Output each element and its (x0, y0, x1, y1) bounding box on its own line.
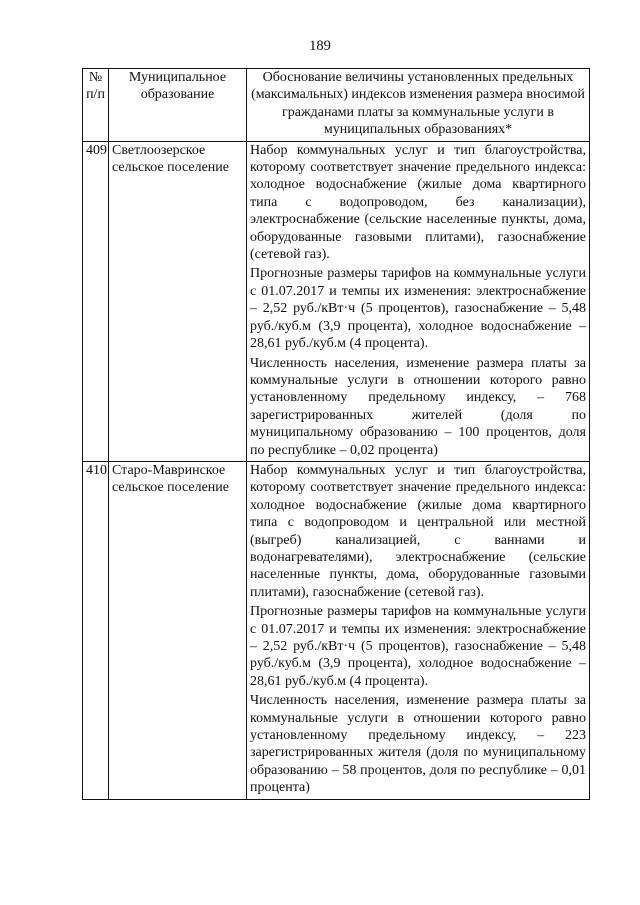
header-num: № п/п (83, 69, 109, 142)
justification-paragraph: Прогнозные размеры тарифов на коммунальные услуги с 01.07.2017 и темпы их изменения: электроснабжение – 2,52 руб./кВт·ч (5 процентов), газоснабжение – 5,48 руб./куб.м (3,9 процента), холодное водоснабжение – 28,61 руб./куб.м (4 процента). (250, 266, 586, 352)
header-municipality: Муниципальное образование (109, 69, 247, 142)
table-row (83, 141, 590, 461)
justification-paragraph: Набор коммунальных услуг и тип благоустройства, которому соответствует значение предельного индекса: холодное водоснабжение (жилые дома квартирного типа с водопроводом и центральной или местной (выгреб) канализацией, с ваннами и водонагревателями), электроснабжение (сельские населенные пункты, дома, оборудованные газовыми плитами), газоснабжение (сетевой газ). (250, 462, 586, 600)
row-num: 409 (83, 141, 109, 461)
row-justification (247, 141, 590, 461)
header-justification: Обоснование величины установленных предельных (максимальных) индексов изменения размера вносимой гражданами платы за коммунальные услуги в муниципальных образованиях* (247, 69, 590, 142)
row-num: 410 (83, 461, 109, 799)
justification-paragraph: Численность населения, изменение размера платы за коммунальные услуги в отношении которого равно установленному предельному индексу, – 768 зарегистрированных жителей (доля по муниципальному образованию – 100 процентов, доля по республике – 0,02 процента) (250, 355, 586, 458)
justification-paragraph: Набор коммунальных услуг и тип благоустройства, которому соответствует значение предельного индекса: холодное водоснабжение (жилые дома квартирного типа с водопроводом, без канализации), электроснабжение (сельские населенные пункты, дома, оборудованные газовыми плитами), газоснабжение (сетевой газ). (250, 142, 586, 263)
row-municipality: Старо-Мавринское сельское поселение (109, 461, 247, 799)
page-number: 189 (309, 38, 331, 54)
municipal-index-table (82, 68, 590, 800)
table-row (83, 461, 590, 799)
justification-paragraph: Прогнозные размеры тарифов на коммунальные услуги с 01.07.2017 и темпы их изменения: электроснабжение – 2,52 руб./кВт·ч (5 процентов), газоснабжение – 5,48 руб./куб.м (3,9 процента), холодное водоснабжение – 28,61 руб./куб.м (4 процента). (250, 604, 586, 689)
table-header-row (83, 69, 590, 142)
justification-paragraph: Численность населения, изменение размера платы за коммунальные услуги в отношении которого равно установленному предельному индексу, – 223 зарегистрированных жителя (доля по муниципальному образованию – 58 процентов, доля по республике – 0,01 процента) (250, 693, 586, 796)
row-municipality: Светлоозерское сельское поселение (109, 141, 247, 461)
row-justification (247, 461, 590, 799)
